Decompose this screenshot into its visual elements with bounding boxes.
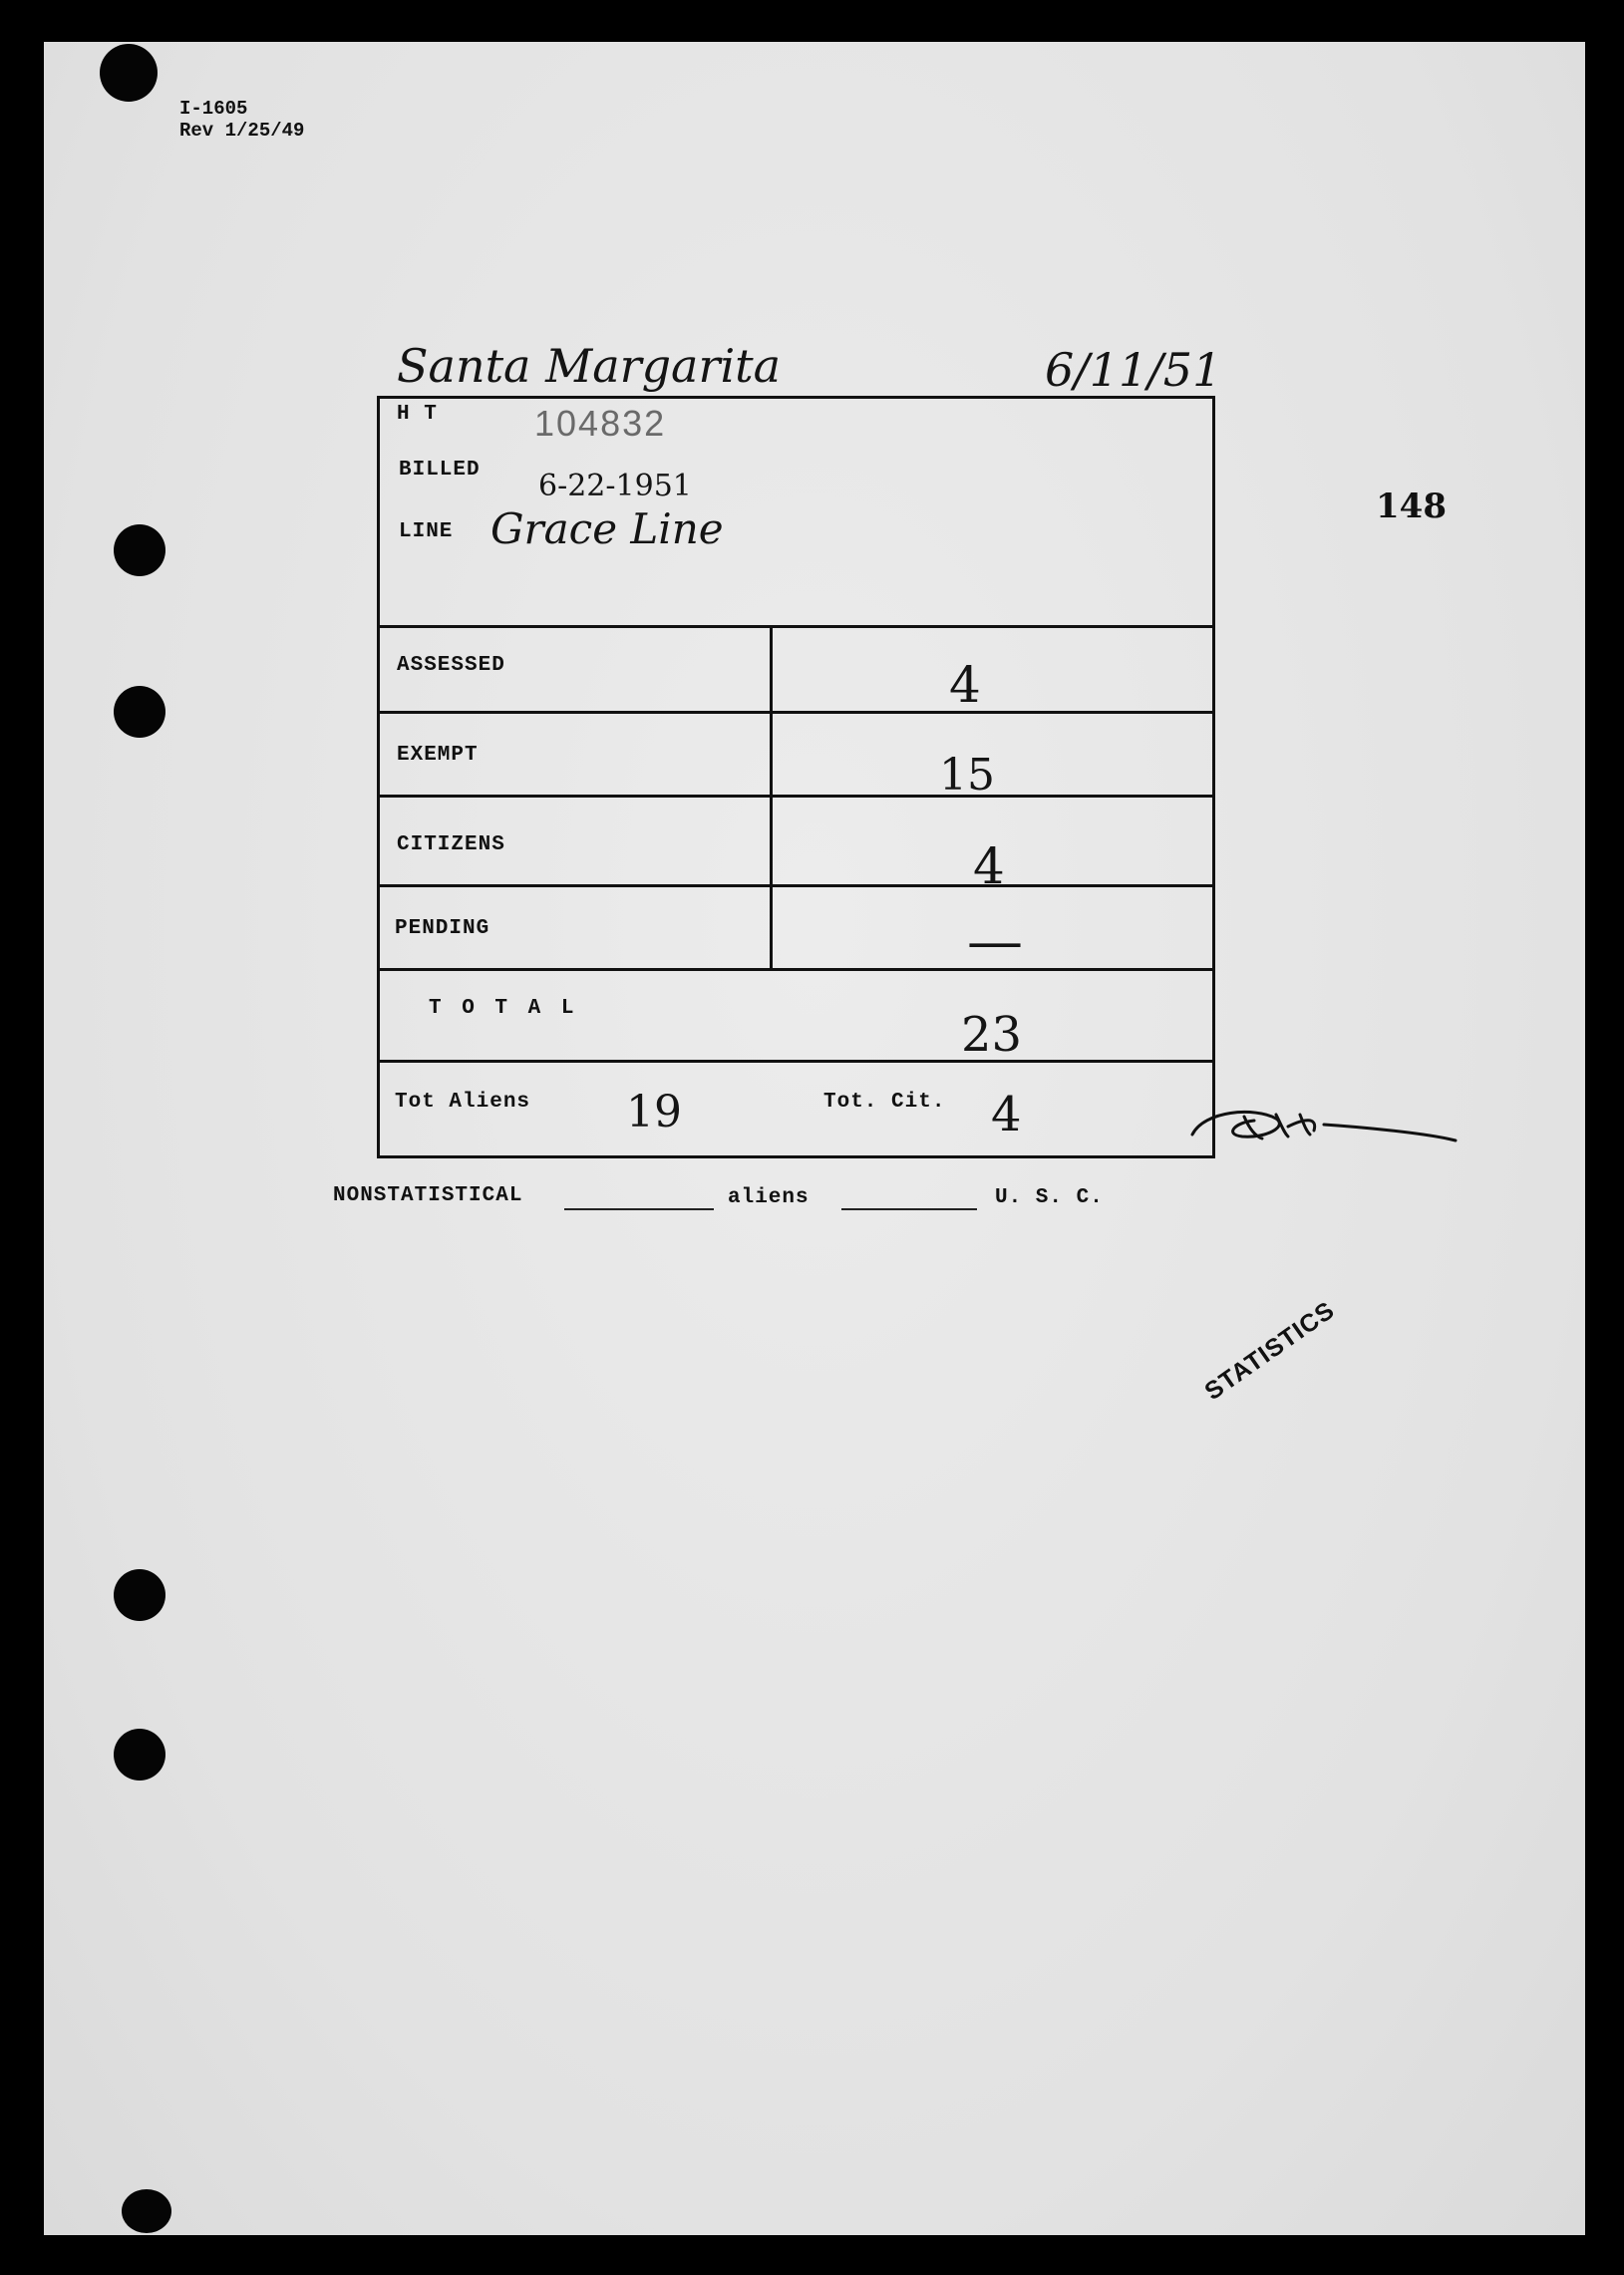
punch-hole: [114, 1569, 165, 1621]
aliens-label: aliens: [728, 1186, 810, 1209]
form-code: [179, 98, 304, 142]
column-divider: [770, 625, 773, 968]
total-value: 23: [961, 1007, 1023, 1063]
total-label: T O T A L: [429, 997, 578, 1020]
exempt-label: EXEMPT: [397, 744, 479, 767]
divider: [377, 884, 1215, 887]
citizens-value: 4: [973, 837, 1005, 895]
billed-date: 6-22-1951: [538, 469, 692, 503]
line-label: LINE: [399, 520, 454, 543]
assessed-value: 4: [949, 656, 981, 714]
statistics-stamp: STATISTICS: [1199, 1295, 1341, 1407]
aliens-blank: [841, 1208, 977, 1210]
tot-cit-label: Tot. Cit.: [823, 1091, 946, 1114]
tot-cit-value: 4: [991, 1087, 1022, 1142]
divider: [377, 968, 1215, 971]
punch-hole: [114, 686, 165, 738]
line-value: Grace Line: [490, 504, 724, 553]
divider: [377, 795, 1215, 798]
page-number: 148: [1376, 487, 1447, 526]
nonstatistical-label: NONSTATISTICAL: [333, 1184, 523, 1207]
punch-hole: [114, 1729, 165, 1781]
pending-label: PENDING: [395, 917, 490, 940]
tot-aliens-label: Tot Aliens: [395, 1091, 531, 1114]
handwritten-date: 6/11/51: [1045, 343, 1222, 397]
divider: [377, 1060, 1215, 1063]
divider: [377, 711, 1215, 714]
ht-label: H T: [397, 403, 438, 426]
ht-number: 104832: [534, 403, 667, 444]
usc-label: U. S. C.: [995, 1186, 1104, 1209]
assessed-label: ASSESSED: [397, 654, 505, 677]
punch-hole: [100, 44, 158, 102]
divider: [377, 625, 1215, 628]
initials-signature: [1184, 1097, 1463, 1156]
exempt-value: 15: [939, 750, 995, 801]
billed-label: BILLED: [399, 459, 481, 482]
nonstatistical-blank: [564, 1208, 714, 1210]
punch-hole: [114, 524, 165, 576]
form-code-number: I-1605: [179, 98, 248, 120]
tot-aliens-value: 19: [626, 1087, 682, 1138]
citizens-label: CITIZENS: [397, 833, 505, 856]
vessel-name: Santa Margarita: [397, 339, 782, 393]
form-code-revision: Rev 1/25/49: [179, 120, 305, 142]
pending-value: —: [967, 909, 1023, 974]
punch-hole: [122, 2189, 171, 2233]
